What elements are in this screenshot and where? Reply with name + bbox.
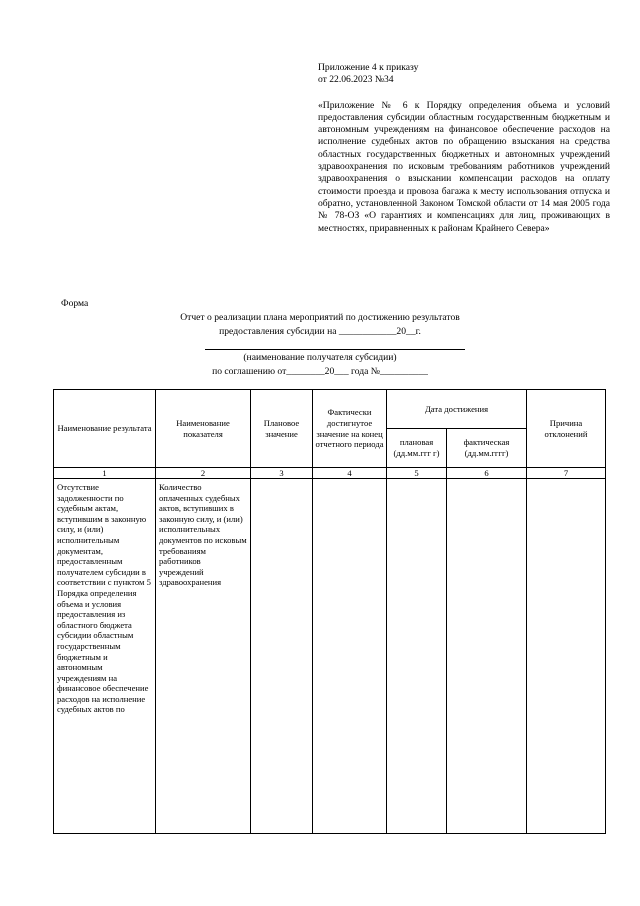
header-planned-value: Плановое значение — [251, 390, 313, 468]
appendix-body: «Приложение № 6 к Порядку определения объема и условий предоставления субсидии областным государственным бюджетным и автономным учреждениям на финансовое обеспечение расходов на исполнение судебных актов по обращению взыскания на средства областных государственных бюджетных и автономных учреждений здравоохранения по исковым требованиям работников учреждений здравоохранения о взыскании компенсации расходов на оплату стоимости проезда и провоза багажа к месту использования отпуска и обратно, установленной Законом Томской области от 14 мая 2005 года № 78-ОЗ «О гарантиях и компенсациях для лиц, проживающих в местностях, приравненных к районам Крайнего Севера» — [318, 99, 610, 234]
column-number: 6 — [447, 468, 527, 479]
header-indicator-name: Наименование показателя — [156, 390, 251, 468]
cell-indicator: Количество оплаченных судебных актов, вступивших в законную силу, и (или) исполнительных документов по исковым требованиям работников учреждений здравоохранения — [156, 479, 251, 834]
header-result-name: Наименование результата — [54, 390, 156, 468]
agreement-line: по соглашению от________20___ года №__________ — [212, 366, 428, 377]
appendix-block — [318, 62, 610, 235]
column-number: 4 — [313, 468, 387, 479]
form-label: Форма — [61, 298, 89, 309]
column-number: 3 — [251, 468, 313, 479]
table-row — [54, 479, 606, 834]
appendix-line-1: Приложение 4 к приказу — [318, 62, 419, 73]
column-number: 7 — [527, 468, 606, 479]
column-number: 5 — [387, 468, 447, 479]
recipient-name-line — [205, 349, 465, 350]
cell-result: Отсутствие задолженности по судебным актам, вступившим в законную силу, и (или) исполнительным документам, предоставленным получателем субсидии в соответствии с пунктом 5 Порядка определения объема и условия предоставления из областного бюджета субсидии областным государственным бюджетным и автономным учреждениям на финансовое обеспечение расходов на исполнение судебных актов по — [54, 479, 156, 834]
header-date-actual: фактическая (дд.мм.гггг) — [447, 429, 527, 468]
column-number: 2 — [156, 468, 251, 479]
header-date-planned: плановая (дд.мм.ггг г) — [387, 429, 447, 468]
header-row — [54, 390, 606, 429]
report-subtitle: предоставления субсидии на ____________20__г. — [219, 326, 421, 337]
report-title: Отчет о реализации плана мероприятий по достижению результатов — [180, 312, 460, 323]
appendix-line-2: от 22.06.2023 №34 — [318, 74, 394, 86]
cell-planned — [251, 479, 313, 834]
cell-actual — [313, 479, 387, 834]
header-deviation-reason: Причина отклонений — [527, 390, 606, 468]
column-number-row — [54, 468, 606, 479]
cell-date-planned — [387, 479, 447, 834]
header-achievement-date: Дата достижения — [387, 390, 527, 429]
cell-reason — [527, 479, 606, 834]
header-actual-value: Фактически достигнутое значение на конец отчетного периода — [313, 390, 387, 468]
report-table — [53, 389, 606, 834]
recipient-caption: (наименование получателя субсидии) — [243, 352, 397, 363]
column-number: 1 — [54, 468, 156, 479]
cell-date-actual — [447, 479, 527, 834]
